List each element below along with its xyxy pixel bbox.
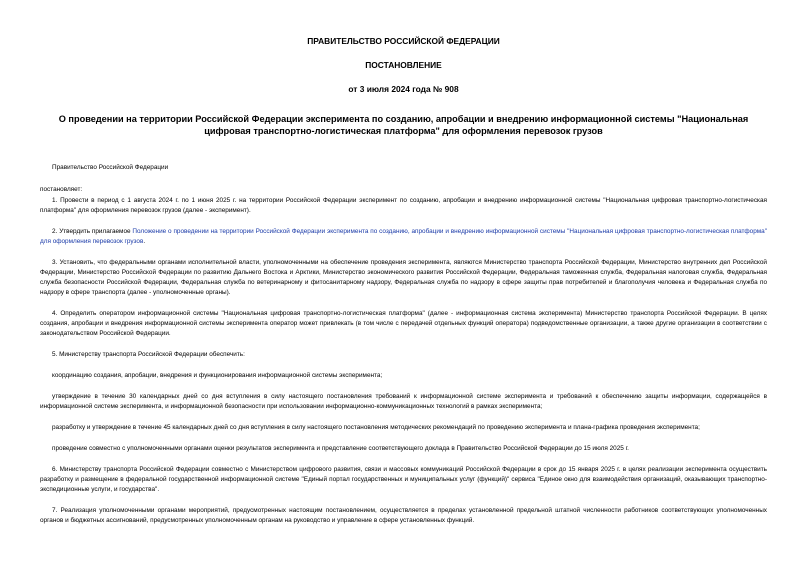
document-title: О проведении на территории Российской Федерации эксперимента по созданию, апробации и внедрению информационной системы "Национальная цифровая транспортно-логистическая платформа" для оформления перевозок грузов [58,114,749,136]
paragraph-3: 3. Установить, что федеральными органами исполнительной власти, уполномоченными на обеспечение проведения эксперимента, являются Министерство транспорта Российской Федерации, Министерство внутренних дел Российской Федерации, Министерство Российской Федерации по развитию Дальнего Востока и Арктики, Министерство экономического развития Российской Федерации, Федеральная таможенная служба, Федеральная налоговая служба, Федеральная служба безопасности Российской Федерации, Федеральная служба по ветеринарному и фитосанитарному надзору, Федеральная служба по надзору в сфере защиты прав потребителей и благополучия человека и Федеральная служба по надзору в сфере транспорта (далее - уполномоченные органы). [40,259,767,296]
document-header [40,36,767,95]
paragraph-6: 6. Министерству транспорта Российской Федерации совместно с Министерством цифрового развития, связи и массовых коммуникаций Российской Федерации в срок до 15 января 2025 г. в целях реализации эксперимента осуществить разработку и размещение в федеральной государственной информационной системе "Единый портал государственных и муниципальных услуг (функций)" сервиса "Единое окно для взаимодействия организаций, оказывающих транспортно-экспедиционные услуги, и государства". [40,466,767,493]
intro-paragraph: Правительство Российской Федерации [52,164,169,171]
paragraph-5-item-d: проведение совместно с уполномоченными органами оценки результатов эксперимента и представление соответствующего доклада в Правительство Российской Федерации до 15 июля 2025 г. [52,445,629,452]
regulation-link[interactable]: Положение о проведении на территории Российской Федерации эксперимента по созданию, апробации и внедрению информационной системы "Национальная цифровая транспортно-логистическая платформа" для оформления перевозок грузов [40,228,767,245]
paragraph-5-item-b: утверждение в течение 30 календарных дней со дня вступления в силу настоящего постановления требований к информационной системе эксперимента и требований к обеспечению защиты информации, содержащейся в информационной системе эксперимента, и информационной безопасности при использовании информационно-коммуникационных технологий в рамках эксперимента; [40,393,767,410]
paragraph-5-item-c: разработку и утверждение в течение 45 календарных дней со дня вступления в силу настоящего постановления методических рекомендаций по проведению эксперимента и плана-графика проведения эксперимента; [52,424,700,431]
document-date-number: от 3 июля 2024 года № 908 [348,84,459,94]
paragraph-4: 4. Определить оператором информационной системы "Национальная цифровая транспортно-логистическая платформа" (далее - информационная система эксперимента) Министерство транспорта Российской Федерации. В целях создания, апробации и внедрения информационной системы эксперимента оператор может привлекать (в том числе с передачей отдельных функций оператора) подведомственные организации, а также другие организации в соответствии с законодательством Российской Федерации. [40,310,767,337]
paragraph-7: 7. Реализация уполномоченными органами мероприятий, предусмотренных настоящим постановлением, осуществляется в пределах установленной предельной штатной численности работников соответствующих уполномоченных органов и бюджетных ассигнований, предусмотренных уполномоченным органам на руководство и управление в сфере установленных функций. [40,507,767,524]
document-type: ПОСТАНОВЛЕНИЕ [365,60,442,70]
paragraph-2 [40,227,767,247]
decides-paragraph: постановляет: [40,186,83,193]
paragraph-5-item-a: координацию создания, апробации, внедрения и функционирования информационной системы эксперимента; [52,372,383,379]
document-body [40,163,767,526]
paragraph-1: 1. Провести в период с 1 августа 2024 г. по 1 июня 2025 г. на территории Российской Федерации эксперимент по созданию, апробации и внедрению информационной системы "Национальная цифровая транспортно-логистическая платформа" для оформления перевозок грузов (далее - эксперимент). [40,197,767,214]
paragraph-2-prefix: 2. Утвердить прилагаемое [52,228,133,235]
government-heading: ПРАВИТЕЛЬСТВО РОССИЙСКОЙ ФЕДЕРАЦИИ [307,36,500,46]
paragraph-2-suffix: . [143,238,146,245]
paragraph-5: 5. Министерству транспорта Российской Федерации обеспечить: [52,351,245,358]
